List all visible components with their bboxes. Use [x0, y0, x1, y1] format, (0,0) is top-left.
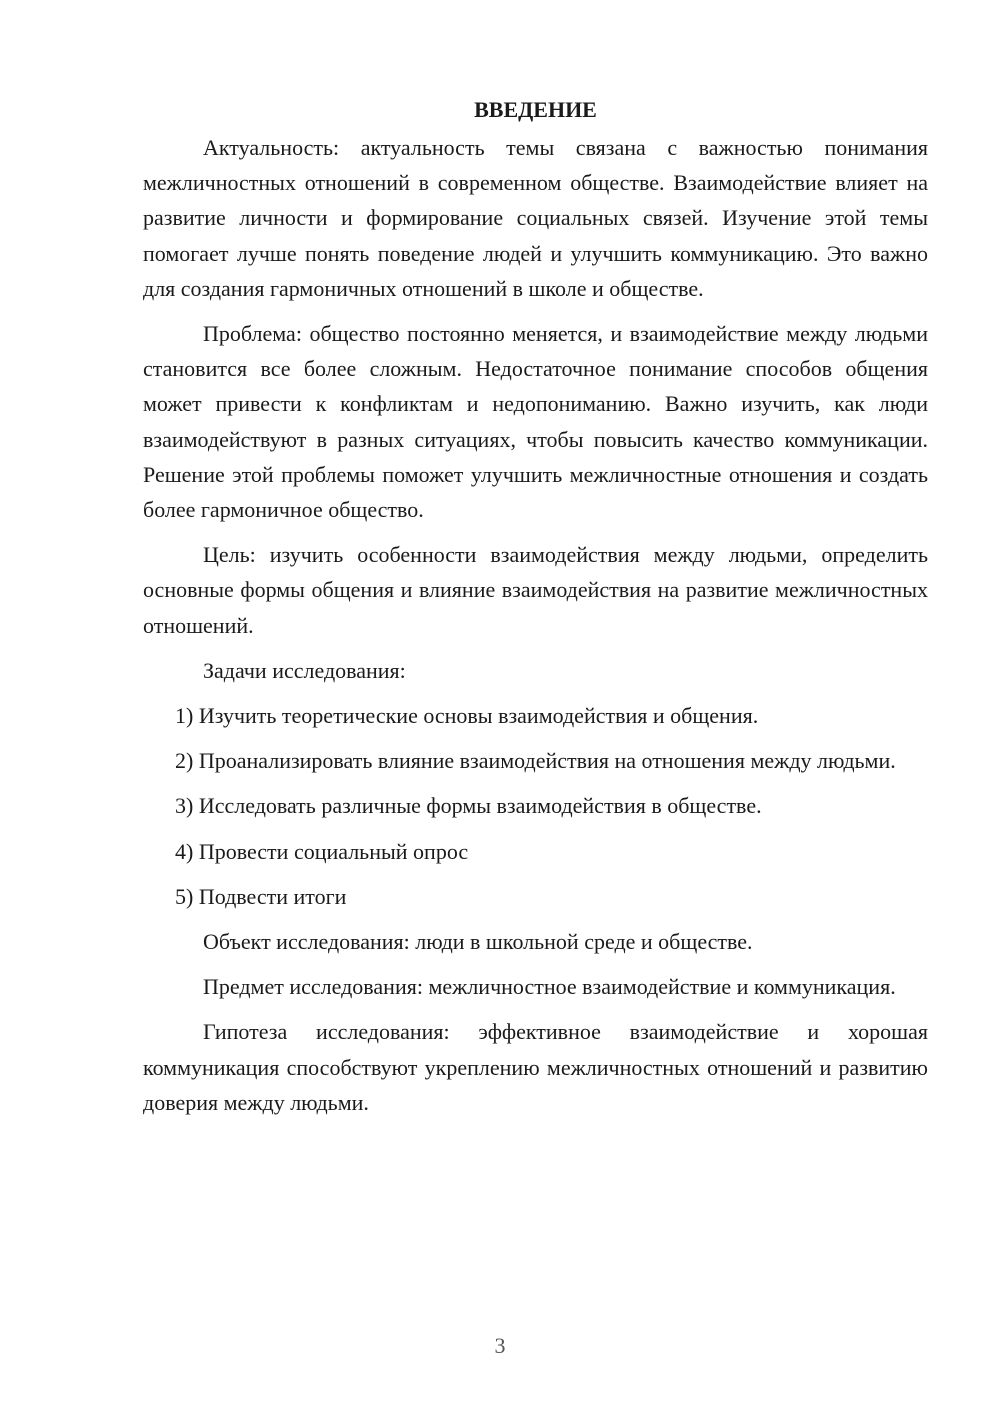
page-number: 3: [494, 1333, 506, 1358]
document-page: [143, 92, 928, 1130]
task-item-1: 1) Изучить теоретические основы взаимодействия и общения.: [175, 703, 759, 729]
section-title: ВВЕДЕНИЕ: [474, 97, 597, 122]
object-paragraph: Объект исследования: люди в школьной среде и обществе.: [203, 929, 753, 955]
subject-paragraph: Предмет исследования: межличностное взаимодействие и коммуникация.: [203, 974, 896, 1000]
task-item-2: 2) Проанализировать влияние взаимодействия на отношения между людьми.: [175, 748, 896, 774]
relevance-paragraph: Актуальность: актуальность темы связана с важностью понимания межличностных отношений в современном обществе. Взаимодействие влияет на развитие личности и формирование социальных связей. Изучение этой темы помогает лучше понять поведение людей и улучшить коммуникацию. Это важно для создания гармоничных отношений в школе и обществе.: [143, 135, 928, 301]
task-item-4: 4) Провести социальный опрос: [175, 838, 469, 864]
hypothesis-paragraph: Гипотеза исследования: эффективное взаимодействие и хорошая коммуникация способствуют укреплению межличностных отношений и развитию доверия между людьми.: [143, 1019, 928, 1115]
tasks-heading: Задачи исследования:: [203, 657, 406, 683]
goal-paragraph: Цель: изучить особенности взаимодействия между людьми, определить основные формы общения и влияние взаимодействия на развитие межличностных отношений.: [143, 542, 928, 638]
problem-paragraph: Проблема: общество постоянно меняется, и взаимодействие между людьми становится все более сложным. Недостаточное понимание способов общения может привести к конфликтам и недопониманию. Важно изучить, как люди взаимодействуют в разных ситуациях, чтобы повысить качество коммуникации. Решение этой проблемы поможет улучшить межличностные отношения и создать более гармоничное общество.: [143, 321, 928, 523]
task-item-5: 5) Подвести итоги: [175, 883, 347, 909]
task-item-3: 3) Исследовать различные формы взаимодействия в обществе.: [175, 793, 762, 819]
